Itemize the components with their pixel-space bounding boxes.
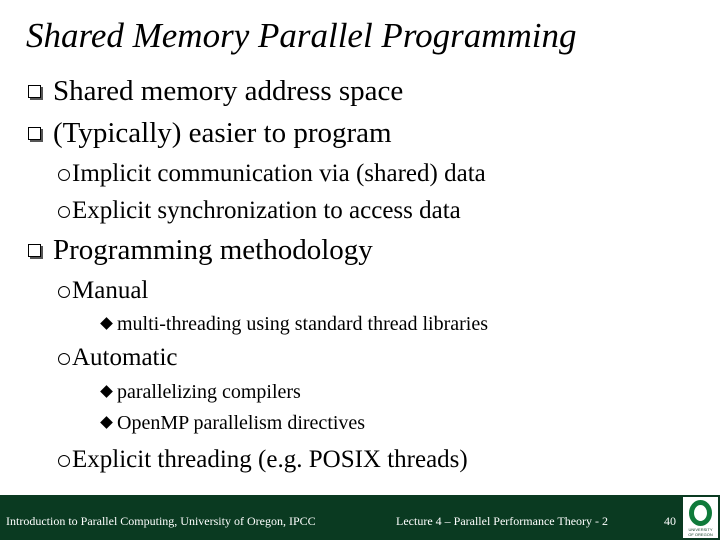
bullet-easier-to-program bbox=[28, 118, 392, 150]
sub-bullet-text: Explicit synchronization to access data bbox=[72, 197, 461, 224]
logo-text-line1: UNIVERSITY bbox=[688, 528, 713, 532]
bullet-shared-address-space bbox=[28, 76, 403, 108]
slide-footer bbox=[0, 495, 720, 540]
item-text: OpenMP parallelism directives bbox=[117, 412, 366, 434]
diamond-bullet-icon bbox=[100, 385, 113, 398]
sub-bullet-text: Manual bbox=[72, 277, 149, 304]
sub-bullet-explicit-synchronization bbox=[58, 197, 461, 225]
sub-bullet-automatic bbox=[58, 344, 178, 372]
item-text: parallelizing compilers bbox=[117, 381, 301, 403]
slide-title: Shared Memory Parallel Programming bbox=[26, 16, 577, 55]
diamond-bullet-icon bbox=[100, 317, 113, 330]
logo-text-line2: OF OREGON bbox=[688, 533, 713, 537]
bullet-programming-methodology bbox=[28, 235, 373, 267]
square-bullet-icon bbox=[28, 85, 41, 98]
item-openmp-directives bbox=[100, 412, 365, 434]
oregon-o-icon bbox=[689, 500, 712, 526]
circle-bullet-icon bbox=[58, 353, 70, 365]
sub-bullet-implicit-communication bbox=[58, 160, 486, 188]
diamond-bullet-icon bbox=[100, 416, 113, 429]
university-of-oregon-logo bbox=[683, 497, 718, 538]
sub-bullet-text: Implicit communication via (shared) data bbox=[72, 160, 486, 187]
square-bullet-icon bbox=[28, 127, 41, 140]
item-parallelizing-compilers bbox=[100, 381, 301, 403]
bullet-text: Programming methodology bbox=[53, 234, 373, 266]
slide-number: 40 bbox=[664, 514, 676, 528]
square-bullet-icon bbox=[28, 244, 41, 257]
footer-course-title: Introduction to Parallel Computing, University of Oregon, IPCC bbox=[6, 514, 316, 528]
sub-bullet-text: Explicit threading (e.g. POSIX threads) bbox=[72, 446, 468, 473]
bullet-text: (Typically) easier to program bbox=[53, 117, 392, 149]
circle-bullet-icon bbox=[58, 455, 70, 467]
sub-bullet-text: Automatic bbox=[72, 344, 178, 371]
footer-lecture-title: Lecture 4 – Parallel Performance Theory - 2 bbox=[396, 514, 609, 528]
sub-bullet-explicit-threading bbox=[58, 446, 468, 474]
circle-bullet-icon bbox=[58, 169, 70, 181]
circle-bullet-icon bbox=[58, 286, 70, 298]
sub-bullet-manual bbox=[58, 277, 148, 305]
bullet-text: Shared memory address space bbox=[53, 75, 404, 107]
item-text: multi-threading using standard thread libraries bbox=[117, 313, 489, 335]
item-multi-threading bbox=[100, 313, 488, 335]
circle-bullet-icon bbox=[58, 206, 70, 218]
